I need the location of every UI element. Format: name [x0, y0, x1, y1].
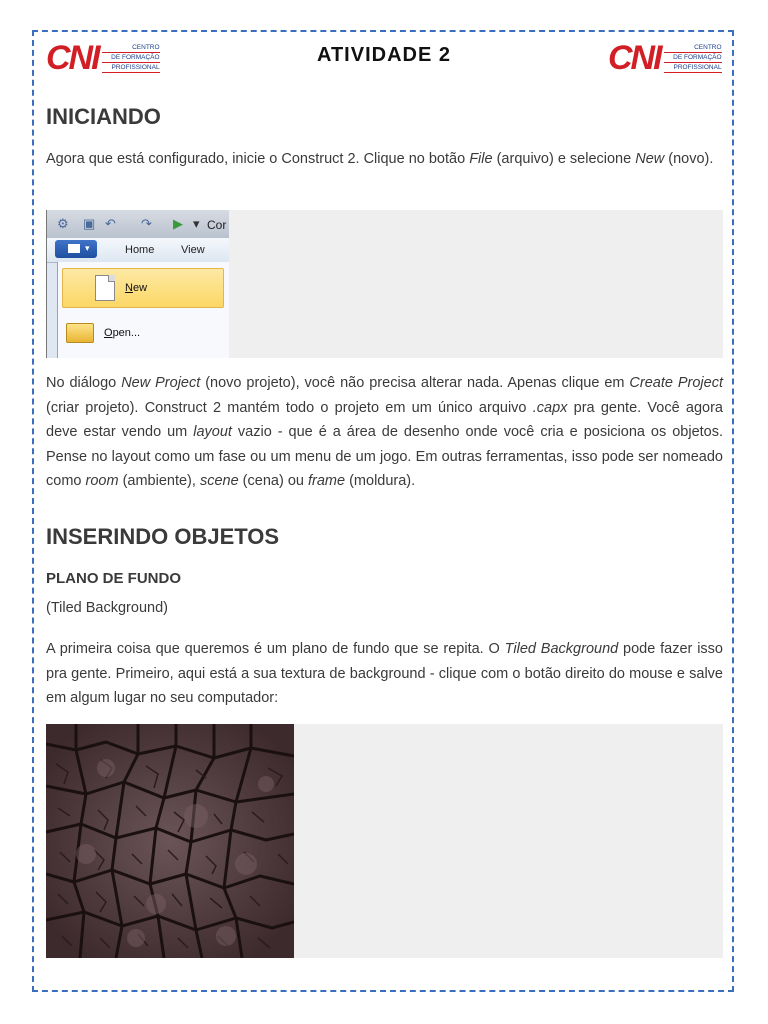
- logo-line: DE FORMAÇÃO: [102, 53, 160, 63]
- cracked-ground-texture[interactable]: [46, 724, 294, 958]
- logo-line: PROFISSIONAL: [102, 63, 160, 73]
- cni-logo-right: [608, 39, 722, 77]
- subheading-plano-de-fundo: PLANO DE FUNDO: [46, 570, 181, 587]
- tab-view[interactable]: View: [181, 244, 205, 256]
- menu-item-open[interactable]: Open...: [62, 314, 222, 352]
- ribbon-tabs: [47, 238, 229, 263]
- section-heading-iniciando: INICIANDO: [46, 104, 161, 129]
- save-icon: ▣: [83, 216, 96, 231]
- logo-line: CENTRO: [102, 43, 160, 53]
- section-heading-inserindo: INSERINDO OBJETOS: [46, 524, 280, 549]
- page-title: ATIVIDADE 2: [317, 44, 451, 66]
- customize-icon: ▾: [193, 216, 200, 231]
- cni-logo-left: [46, 39, 160, 77]
- file-button[interactable]: [55, 240, 97, 258]
- redo-icon: ↷: [141, 216, 152, 231]
- image-texture: [46, 724, 723, 958]
- logo-line: PROFISSIONAL: [664, 63, 722, 73]
- undo-icon: ↶: [105, 216, 116, 231]
- quick-access-toolbar: [47, 210, 229, 238]
- paragraph-tiled-background: A primeira coisa que queremos é um plano de fundo que se repita. O Tiled Background pode fazer isso pra gente. Primeiro, aqui está a sua textura de background - clique com o botão direito do mouse e salve em algum lugar no seu computador:: [46, 641, 723, 706]
- file-menu-screenshot: [46, 210, 229, 358]
- file-menu: [57, 262, 229, 358]
- new-document-icon: [95, 275, 115, 301]
- logo-line: DE FORMAÇÃO: [664, 53, 722, 63]
- logo-mark: CNI: [608, 39, 661, 77]
- subnote-tiled-background: (Tiled Background): [46, 600, 168, 616]
- image-file-menu: [46, 210, 723, 358]
- texture-cracks: [46, 724, 294, 958]
- logo-line: CENTRO: [664, 43, 722, 53]
- menu-item-new[interactable]: New: [62, 268, 224, 308]
- chevron-down-icon: ▾: [85, 243, 90, 253]
- file-icon: [68, 244, 80, 253]
- gear-icon: ⚙: [57, 216, 69, 231]
- play-icon: ▶: [173, 216, 183, 231]
- window-title: Cor: [207, 218, 227, 232]
- paragraph-new-project: No diálogo New Project (novo projeto), você não precisa alterar nada. Apenas clique em Create Project (criar projeto). Construct 2 mantém todo o projeto em um único arquivo .capx pra gente. Você agora deve estar vendo um layout vazio - que é a área de desenho onde você cria e posiciona os objetos. Pense no layout como um fase ou um menu de um jogo. Em outras ferramentas, isso pode ser nomeado como room (ambiente), scene (cena) ou frame (moldura).: [46, 375, 724, 489]
- paragraph-intro: Agora que está configurado, inicie o Construct 2. Clique no botão File (arquivo) e selecione New (novo).: [46, 151, 714, 167]
- logo-mark: CNI: [46, 39, 99, 77]
- tab-home[interactable]: Home: [125, 244, 155, 256]
- folder-icon: [66, 323, 94, 343]
